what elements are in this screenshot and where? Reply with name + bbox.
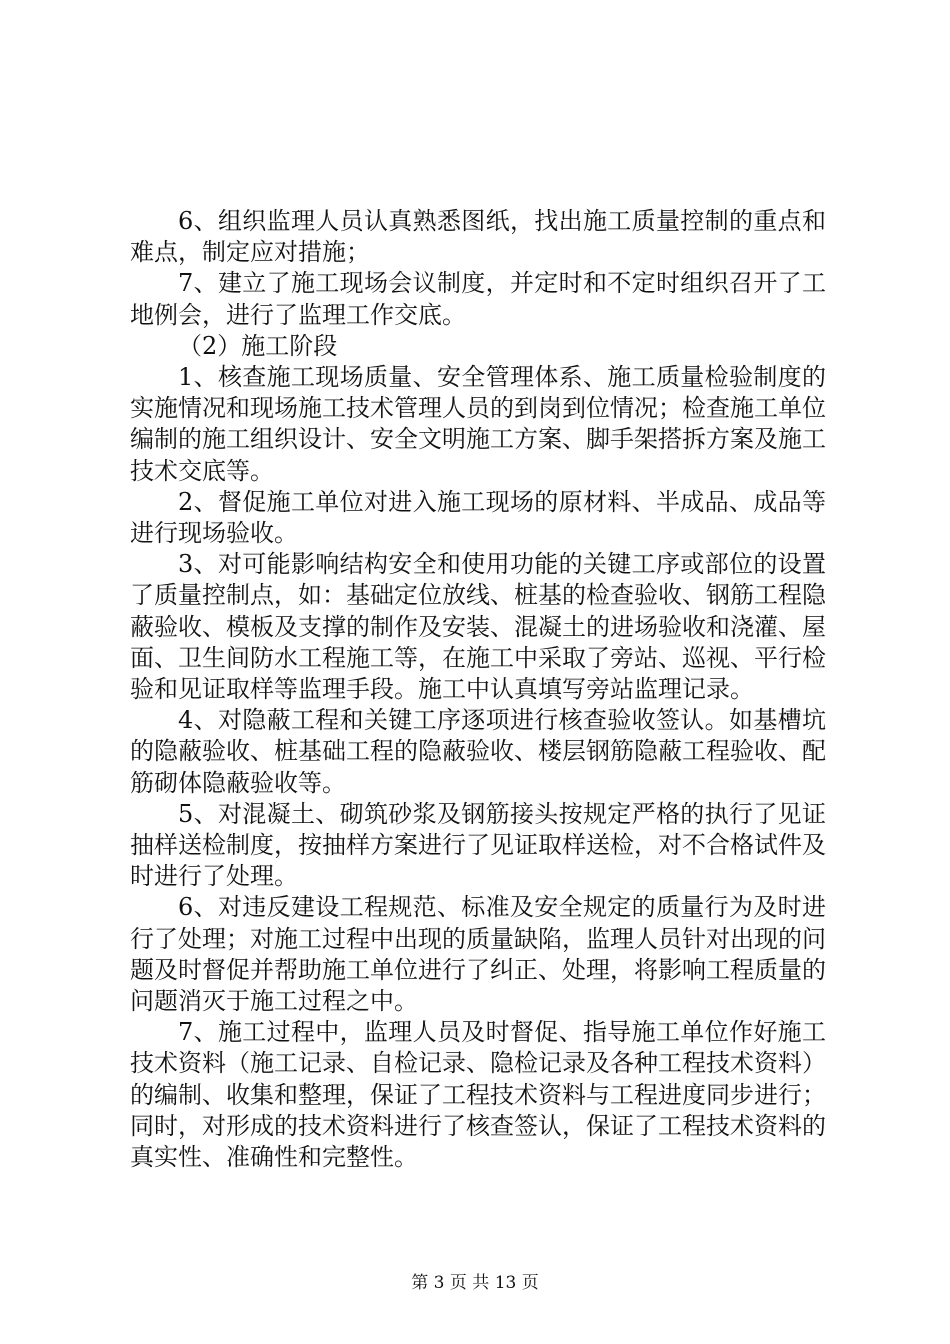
document-body bbox=[130, 206, 826, 1173]
paragraph-construction-1: 1、核查施工现场质量、安全管理体系、施工质量检验制度的实施情况和现场施工技术管理人员的到岗到位情况；检查施工单位编制的施工组织设计、安全文明施工方案、脚手架搭拆方案及施工技术交底等。 bbox=[130, 363, 826, 485]
section-heading-construction-stage: （2）施工阶段 bbox=[178, 331, 338, 360]
paragraph-construction-3: 3、对可能影响结构安全和使用功能的关键工序或部位的设置了质量控制点，如：基础定位放线、桩基的检查验收、钢筋工程隐蔽验收、模板及支撑的制作及安装、混凝土的进场验收和浇灌、屋面、卫生间防水工程施工等，在施工中采取了旁站、巡视、平行检验和见证取样等监理手段。施工中认真填写旁站监理记录。 bbox=[130, 550, 826, 704]
paragraph-prep-6: 6、组织监理人员认真熟悉图纸，找出施工质量控制的重点和难点，制定应对措施； bbox=[130, 207, 826, 267]
paragraph-construction-6: 6、对违反建设工程规范、标准及安全规定的质量行为及时进行了处理；对施工过程中出现的质量缺陷，监理人员针对出现的问题及时督促并帮助施工单位进行了纠正、处理，将影响工程质量的问题消灭于施工过程之中。 bbox=[130, 893, 826, 1016]
paragraph-prep-7: 7、建立了施工现场会议制度，并定时和不定时组织召开了工地例会，进行了监理工作交底。 bbox=[130, 269, 826, 329]
paragraph-construction-7: 7、施工过程中，监理人员及时督促、指导施工单位作好施工技术资料（施工记录、自检记录、隐检记录及各种工程技术资料）的编制、收集和整理，保证了工程技术资料与工程进度同步进行；同时，对形成的技术资料进行了核查签认，保证了工程技术资料的真实性、准确性和完整性。 bbox=[130, 1018, 826, 1172]
page-number-footer: 第 3 页 共 13 页 bbox=[411, 1273, 539, 1293]
paragraph-construction-4: 4、对隐蔽工程和关键工序逐项进行核查验收签认。如基槽坑的隐蔽验收、桩基础工程的隐蔽验收、楼层钢筋隐蔽工程验收、配筋砌体隐蔽验收等。 bbox=[130, 706, 826, 797]
paragraph-construction-5: 5、对混凝土、砌筑砂浆及钢筋接头按规定严格的执行了见证抽样送检制度，按抽样方案进行了见证取样送检，对不合格试件及时进行了处理。 bbox=[130, 799, 826, 891]
paragraph-construction-2: 2、督促施工单位对进入施工现场的原材料、半成品、成品等进行现场验收。 bbox=[130, 487, 826, 548]
